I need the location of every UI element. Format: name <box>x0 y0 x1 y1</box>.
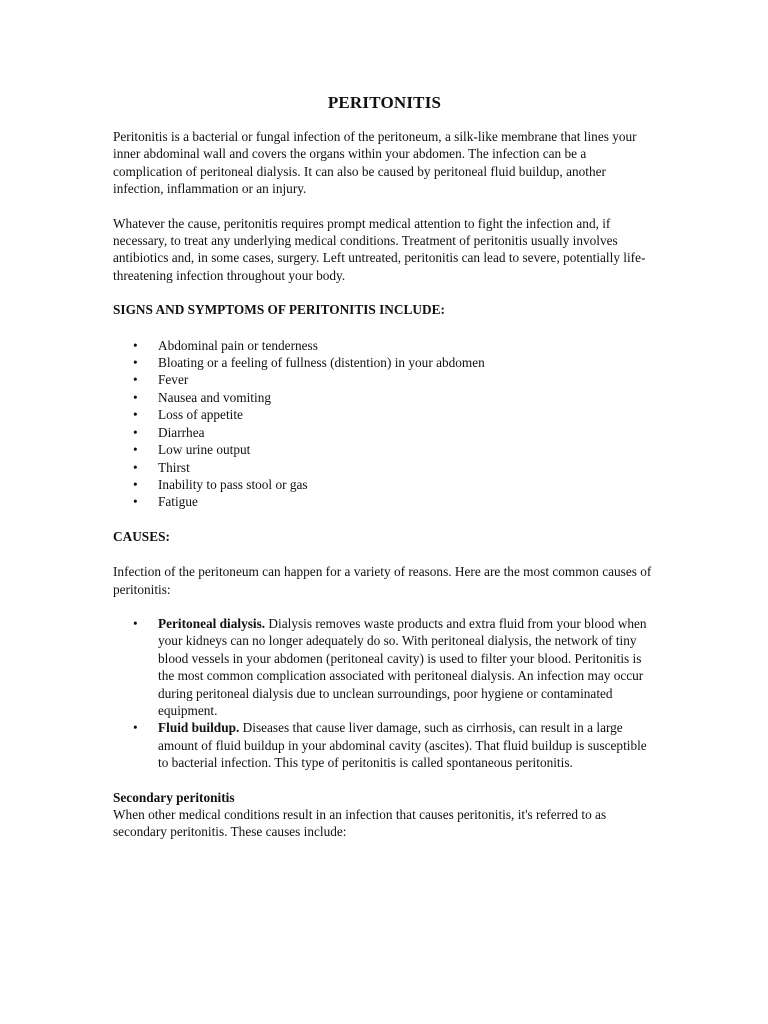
bullet-icon: • <box>133 494 138 510</box>
list-item <box>133 441 656 458</box>
list-item <box>133 354 656 371</box>
causes-intro: Infection of the peritoneum can happen for a variety of reasons. Here are the most common causes of peritonitis: <box>113 564 652 597</box>
intro-paragraph-1: Peritonitis is a bacterial or fungal infection of the peritoneum, a silk-like membrane that lines your inner abdominal wall and covers the organs within your abdomen. The infection can be a complication of peritoneal dialysis. It can also be caused by peritoneal fluid buildup, another infection, inflammation or an injury. <box>113 129 637 197</box>
bullet-icon: • <box>133 407 138 423</box>
bullet-icon: • <box>133 372 138 388</box>
cause-item <box>133 615 656 719</box>
bullet-icon: • <box>133 442 138 458</box>
list-item <box>133 389 656 406</box>
bullet-icon: • <box>133 337 138 353</box>
list-item-text: Abdominal pain or tenderness <box>158 337 318 353</box>
cause-item <box>133 719 656 771</box>
bullet-icon: • <box>133 615 138 631</box>
list-item <box>133 493 656 510</box>
list-item-text: Diarrhea <box>158 424 205 440</box>
list-item-text: Inability to pass stool or gas <box>158 476 308 492</box>
list-item <box>133 337 656 354</box>
bullet-icon: • <box>133 459 138 475</box>
list-item-text: Loss of appetite <box>158 407 243 423</box>
list-item <box>133 371 656 388</box>
bullet-icon: • <box>133 424 138 440</box>
bullet-icon: • <box>133 476 138 492</box>
bullet-icon: • <box>133 389 138 405</box>
intro-paragraph-2: Whatever the cause, peritonitis requires prompt medical attention to fight the infection and, if necessary, to treat any underlying medical conditions. Treatment of peritonitis usually involves antibiotics and, in some cases, surgery. Left untreated, peritonitis can lead to severe, potentially life-threatening infection throughout your body. <box>113 215 646 283</box>
list-item-text: Fatigue <box>158 494 198 510</box>
cause-text: Diseases that cause liver damage, such as cirrhosis, can result in a large amount of fluid buildup in your abdominal cavity (ascites). That fluid buildup is susceptible to bacterial infection. This type of peritonitis is called spontaneous peritonitis. <box>158 720 647 771</box>
list-item-text: Nausea and vomiting <box>158 389 271 405</box>
bullet-icon: • <box>133 355 138 371</box>
list-item <box>133 424 656 441</box>
causes-list <box>113 615 656 772</box>
secondary-heading: Secondary peritonitis <box>113 789 235 805</box>
page-title: PERITONITIS <box>327 93 442 112</box>
list-item <box>133 459 656 476</box>
causes-heading: CAUSES: <box>113 528 170 544</box>
list-item-text: Bloating or a feeling of fullness (distention) in your abdomen <box>158 355 485 371</box>
list-item-text: Low urine output <box>158 442 251 458</box>
list-item <box>133 406 656 423</box>
symptoms-list <box>113 337 656 511</box>
cause-text: Dialysis removes waste products and extra fluid from your blood when your kidneys can no longer adequately do so. With peritoneal dialysis, the network of tiny blood vessels in your abdomen (peritoneal cavity) is used to filter your blood. Peritonitis is the most common complication associated with peritoneal dialysis. An infection may occur during peritoneal dialysis due to unclean surroundings, poor hygiene or contaminated equipment. <box>158 615 647 718</box>
cause-lead: Peritoneal dialysis. <box>158 615 266 631</box>
cause-lead: Fluid buildup. <box>158 720 240 736</box>
bullet-icon: • <box>133 720 138 736</box>
list-item <box>133 476 656 493</box>
list-item-text: Fever <box>158 372 189 388</box>
list-item-text: Thirst <box>158 459 190 475</box>
symptoms-heading: SIGNS AND SYMPTOMS OF PERITONITIS INCLUDE: <box>113 302 445 318</box>
secondary-paragraph: When other medical conditions result in an infection that causes peritonitis, it's referred to as secondary peritonitis. These causes include: <box>113 807 607 840</box>
